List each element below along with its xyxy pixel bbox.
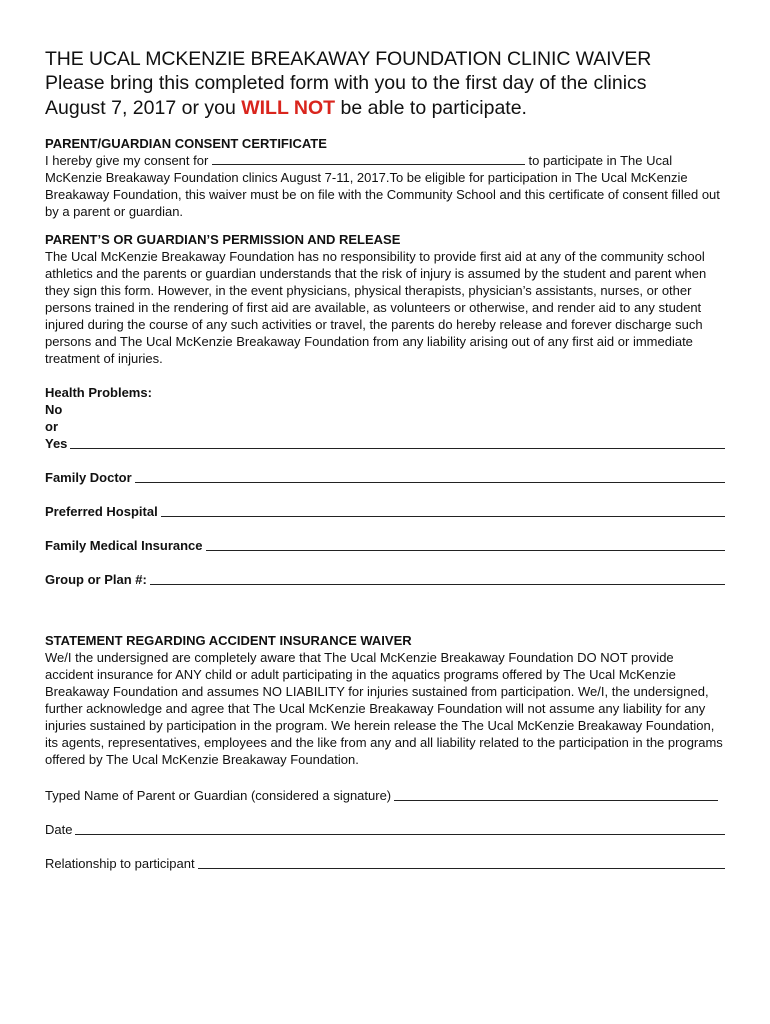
relationship-label: Relationship to participant	[45, 856, 195, 871]
relationship-field[interactable]	[198, 868, 725, 869]
health-problems-field[interactable]	[70, 448, 725, 449]
medical-insurance-field[interactable]	[206, 550, 725, 551]
group-plan-field[interactable]	[150, 584, 725, 585]
permission-heading: PARENT’S OR GUARDIAN’S PERMISSION AND RELEASE	[45, 232, 401, 247]
insurance-heading: STATEMENT REGARDING ACCIDENT INSURANCE WAIVER	[45, 633, 412, 648]
health-problems-heading: Health Problems:	[45, 385, 152, 400]
health-option-no: No	[45, 402, 63, 417]
preferred-hospital-row	[45, 503, 725, 520]
instructions-line-2	[45, 96, 725, 121]
typed-name-row	[45, 787, 718, 804]
consent-text-start: I hereby give my consent for	[45, 153, 212, 168]
family-doctor-row	[45, 469, 725, 486]
group-plan-row	[45, 571, 725, 588]
form-title: THE UCAL MCKENZIE BREAKAWAY FOUNDATION CLINIC WAIVER	[45, 48, 652, 70]
date-label: Date	[45, 822, 73, 837]
family-doctor-field[interactable]	[135, 482, 725, 483]
preferred-hospital-label: Preferred Hospital	[45, 504, 158, 519]
typed-name-field[interactable]	[394, 800, 718, 801]
relationship-row	[45, 855, 725, 872]
health-option-yes: Yes	[45, 436, 68, 451]
family-doctor-label: Family Doctor	[45, 470, 132, 485]
consent-paragraph	[45, 152, 725, 220]
date-field[interactable]	[75, 834, 725, 835]
medical-insurance-row	[45, 537, 725, 554]
insurance-paragraph: We/I the undersigned are completely aware that The Ucal McKenzie Breakaway Foundation DO NOT provide accident insurance for ANY child or adult participating in the aquatics programs offered by The Ucal McKenzie Breakaway Foundation and assumes NO LIABILITY for injuries sustained from participation. We/I, the undersigned, further acknowledge and agree that The Ucal McKenzie Breakaway Foundation will not assume any liability for any injuries sustained by participation in the program. We herein release the The Ucal McKenzie Breakaway Foundation, its agents, representatives, employees and the like from any and all liability related to the participation in the programs offered by The Ucal McKenzie Breakaway Foundation.	[45, 650, 723, 767]
group-plan-label: Group or Plan #:	[45, 572, 147, 587]
warning-emphasis: WILL NOT	[241, 97, 336, 119]
medical-insurance-label: Family Medical Insurance	[45, 538, 203, 553]
permission-paragraph: The Ucal McKenzie Breakaway Foundation has no responsibility to provide first aid at any of the community school athletics and the parents or guardian understands that the risk of injury is assumed by the student and parent when they sign this form. However, in the event physicians, physical therapists, physician’s assistants, nurses, or other persons trained in the rendering of first aid are available, as volunteers or otherwise, and render aid to any student injured during the course of any such activities or travel, the parents do hereby release and forever discharge such persons and The Ucal McKenzie Breakaway Foundation from any liability arising out of any first aid or immediate treatment of injuries.	[45, 249, 707, 366]
instructions-text-end: be able to participate.	[335, 97, 527, 119]
consent-heading: PARENT/GUARDIAN CONSENT CERTIFICATE	[45, 136, 327, 151]
preferred-hospital-field[interactable]	[161, 516, 725, 517]
health-option-or: or	[45, 419, 58, 434]
instructions-line-1: Please bring this completed form with you to the first day of the clinics	[45, 72, 647, 94]
typed-name-label: Typed Name of Parent or Guardian (considered a signature)	[45, 788, 392, 803]
participant-name-field[interactable]	[212, 152, 525, 165]
consent-text-rest: to participate in The Ucal McKenzie Breakaway Foundation clinics August 7-11, 2017.To be eligible for participation in The Ucal McKenzie Breakaway Foundation, this waiver must be on file with the Community School and this certificate of consent filled out by a parent or guardian.	[45, 153, 720, 219]
date-row	[45, 821, 725, 838]
instructions-text: August 7, 2017 or you	[45, 97, 242, 119]
health-yes-row	[45, 435, 725, 452]
waiver-form	[45, 47, 725, 872]
